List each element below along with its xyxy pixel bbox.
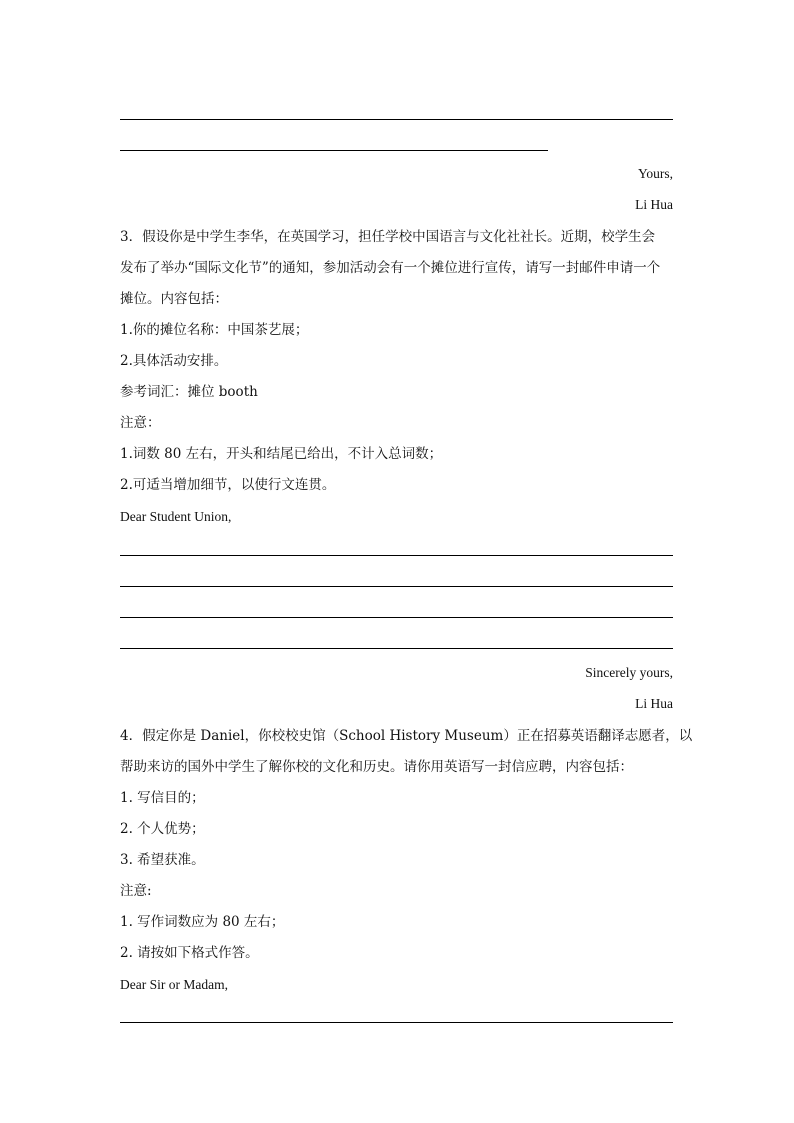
q3-greeting: Dear Student Union, xyxy=(120,509,232,524)
q4-point-3: 3. 希望获准。 xyxy=(120,852,205,868)
answer-line[interactable] xyxy=(120,648,673,649)
answer-line[interactable] xyxy=(120,586,673,587)
answer-line[interactable] xyxy=(120,555,673,556)
q3-prompt-line-1: 3．假设你是中学生李华，在英国学习，担任学校中国语言与文化社社长。近期，校学生会 xyxy=(120,229,656,245)
q4-note-title: 注意: xyxy=(120,883,152,899)
signature-text: Li Hua xyxy=(635,197,673,212)
closing-text: Yours, xyxy=(637,166,673,181)
q3-point-1: 1.你的摊位名称：中国茶艺展； xyxy=(120,322,309,338)
q3-note-2: 2.可适当增加细节，以使行文连贯。 xyxy=(120,477,336,493)
q3-prompt-line-2: 发布了举办“国际文化节”的通知，参加活动会有一个摊位进行宣传，请写一封邮件申请一个 xyxy=(120,260,661,276)
q3-prompt-line-3: 摊位。内容包括： xyxy=(120,291,228,307)
q4-point-1: 1. 写信目的； xyxy=(120,790,205,806)
q4-prompt-line-2: 帮助来访的国外中学生了解你校的文化和历史。请你用英语写一封信应聘，内容包括： xyxy=(120,759,633,775)
q3-closing: Sincerely yours, xyxy=(585,665,673,680)
q3-note-1: 1.词数 80 左右，开头和结尾已给出，不计入总词数； xyxy=(120,446,443,462)
answer-line[interactable] xyxy=(120,1022,673,1023)
answer-line[interactable] xyxy=(120,150,548,151)
q4-note-1: 1. 写作词数应为 80 左右； xyxy=(120,914,285,930)
q3-signature: Li Hua xyxy=(635,696,673,711)
answer-line[interactable] xyxy=(120,119,673,120)
q3-note-title: 注意： xyxy=(120,415,161,431)
q4-prompt-line-1: 4．假定你是 Daniel，你校校史馆（School History Museum）正在招募英语翻译志愿者，以 xyxy=(120,728,693,744)
q3-vocab: 参考词汇：摊位 booth xyxy=(120,384,258,400)
q4-greeting: Dear Sir or Madam, xyxy=(120,977,228,992)
q4-note-2: 2. 请按如下格式作答。 xyxy=(120,945,259,961)
q4-point-2: 2. 个人优势； xyxy=(120,821,205,837)
answer-line[interactable] xyxy=(120,617,673,618)
q3-point-2: 2.具体活动安排。 xyxy=(120,353,228,369)
